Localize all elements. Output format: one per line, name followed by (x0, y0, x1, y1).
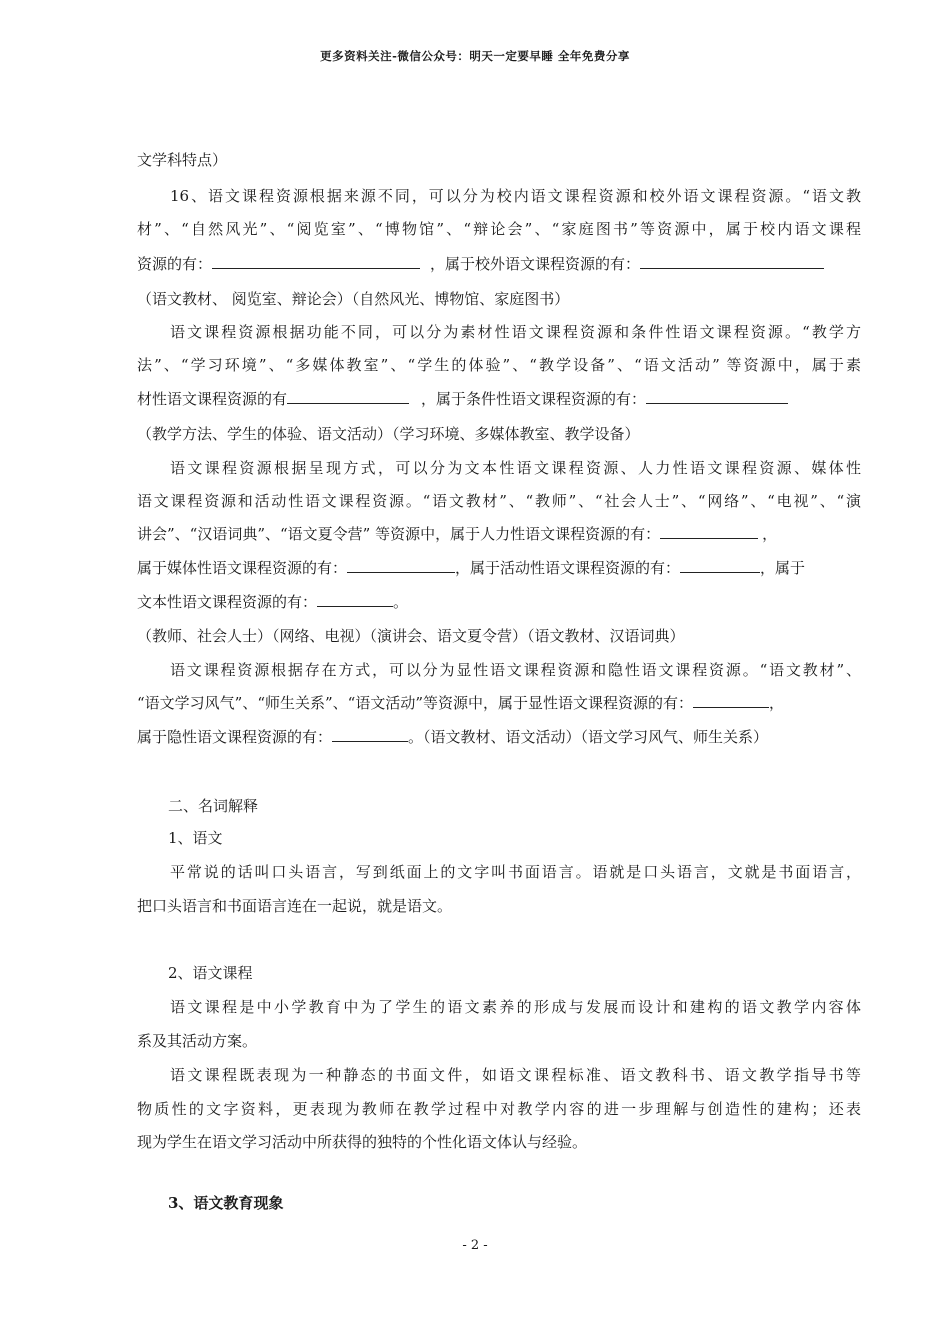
text-line: 文学科特点） (137, 151, 228, 169)
term-heading: 3、语文教育现象 (168, 1194, 284, 1212)
answer-blank (347, 558, 455, 573)
text-line: 语文课程资源根据存在方式，可以分为显性语文课程资源和隐性语文课程资源。“语文教材”、 (170, 661, 861, 679)
question-16-line: 16、语文课程资源根据来源不同，可以分为校内语文课程资源和校外语文课程资源。“语文教 (170, 187, 861, 205)
page-number: - 2 - (462, 1238, 488, 1253)
text-line: 材”、“自然风光”、“阅览室”、“博物馆”、“辩论会”、“家庭图书”等资源中，属于校内语文课程 (137, 220, 861, 238)
answer-line: （语文教材、 阅览室、辩论会）（自然风光、博物馆、家庭图书） (137, 290, 570, 308)
term-heading: 1、语文 (168, 829, 223, 847)
text-segment: 。 (393, 593, 409, 611)
answer-blank (640, 254, 824, 269)
fill-in-line (137, 693, 861, 714)
answer-blank (646, 389, 788, 404)
text-segment: ，属于 (760, 559, 806, 577)
fill-in-line (137, 727, 861, 748)
answer-line: （教师、社会人士）（网络、电视）（演讲会、语文夏令营）（语文教材、汉语词典） (137, 627, 685, 645)
answer-blank (693, 693, 769, 708)
text-segment: ， (762, 525, 778, 543)
answer-line: （教学方法、学生的体验、语文活动）（学习环境、多媒体教室、教学设备） (137, 425, 640, 443)
fill-in-line (137, 389, 861, 410)
answer-blank (287, 389, 409, 404)
fill-in-line (137, 558, 861, 579)
page-header: 更多资料关注-微信公众号：明天一定要早睡 全年免费分享 (320, 49, 630, 63)
text-segment: 属于媒体性语文课程资源的有： (137, 559, 348, 577)
text-line: 物质性的文字资料，更表现为教师在教学过程中对教学内容的进一步理解与创造性的建构；还表 (137, 1100, 861, 1118)
text-segment: ， (769, 694, 785, 712)
answer-blank (332, 727, 408, 742)
text-segment: 。（语文教材、语文活动）（语文学习风气、师生关系） (408, 728, 769, 746)
text-segment: “语文学习风气”、“师生关系”、“语文活动”等资源中，属于显性语文课程资源的有： (137, 694, 694, 712)
text-line: 语文课程资源根据功能不同，可以分为素材性语文课程资源和条件性语文课程资源。“教学方 (170, 323, 861, 341)
text-segment: 讲会”、“汉语词典”、“语文夏令营” 等资源中，属于人力性语文课程资源的有： (137, 525, 661, 543)
text-segment: ，属于活动性语文课程资源的有： (455, 559, 681, 577)
text-segment: 材性语文课程资源的有 (137, 390, 288, 408)
text-segment: 属于隐性语文课程资源的有： (137, 728, 333, 746)
answer-blank (212, 254, 420, 269)
text-line: 法”、“学习环境”、“多媒体教室”、“学生的体验”、“教学设备”、“语文活动” 等资源中，属于素 (137, 356, 861, 374)
text-line: 语文课程既表现为一种静态的书面文件，如语文课程标准、语文教科书、语文教学指导书等 (170, 1066, 861, 1084)
text-segment: ，属于校外语文课程资源的有： (430, 255, 641, 273)
text-segment: 资源的有： (137, 255, 213, 273)
fill-in-line (137, 524, 861, 545)
answer-blank (317, 592, 393, 607)
text-line: 现为学生在语文学习活动中所获得的独特的个性化语文体认与经验。 (137, 1133, 588, 1151)
term-heading: 2、语文课程 (168, 964, 253, 982)
answer-blank (680, 558, 760, 573)
text-segment: ，属于条件性语文课程资源的有： (421, 390, 647, 408)
text-line: 系及其活动方案。 (137, 1032, 258, 1050)
fill-in-line (137, 254, 861, 275)
fill-in-line (137, 592, 861, 613)
text-line: 语文课程资源和活动性语文课程资源。“语文教材”、“教师”、“社会人士”、“网络”、“电视”、“演 (137, 492, 861, 510)
text-line: 语文课程资源根据呈现方式，可以分为文本性语文课程资源、人力性语文课程资源、媒体性 (170, 459, 861, 477)
text-line: 语文课程是中小学教育中为了学生的语文素养的形成与发展而设计和建构的语文教学内容体 (170, 998, 861, 1016)
section-heading: 二、名词解释 (168, 797, 259, 815)
text-line: 平常说的话叫口头语言，写到纸面上的文字叫书面语言。语就是口头语言，文就是书面语言， (170, 863, 861, 881)
text-line: 把口头语言和书面语言连在一起说，就是语文。 (137, 897, 453, 915)
answer-blank (660, 524, 758, 539)
text-segment: 文本性语文课程资源的有： (137, 593, 318, 611)
